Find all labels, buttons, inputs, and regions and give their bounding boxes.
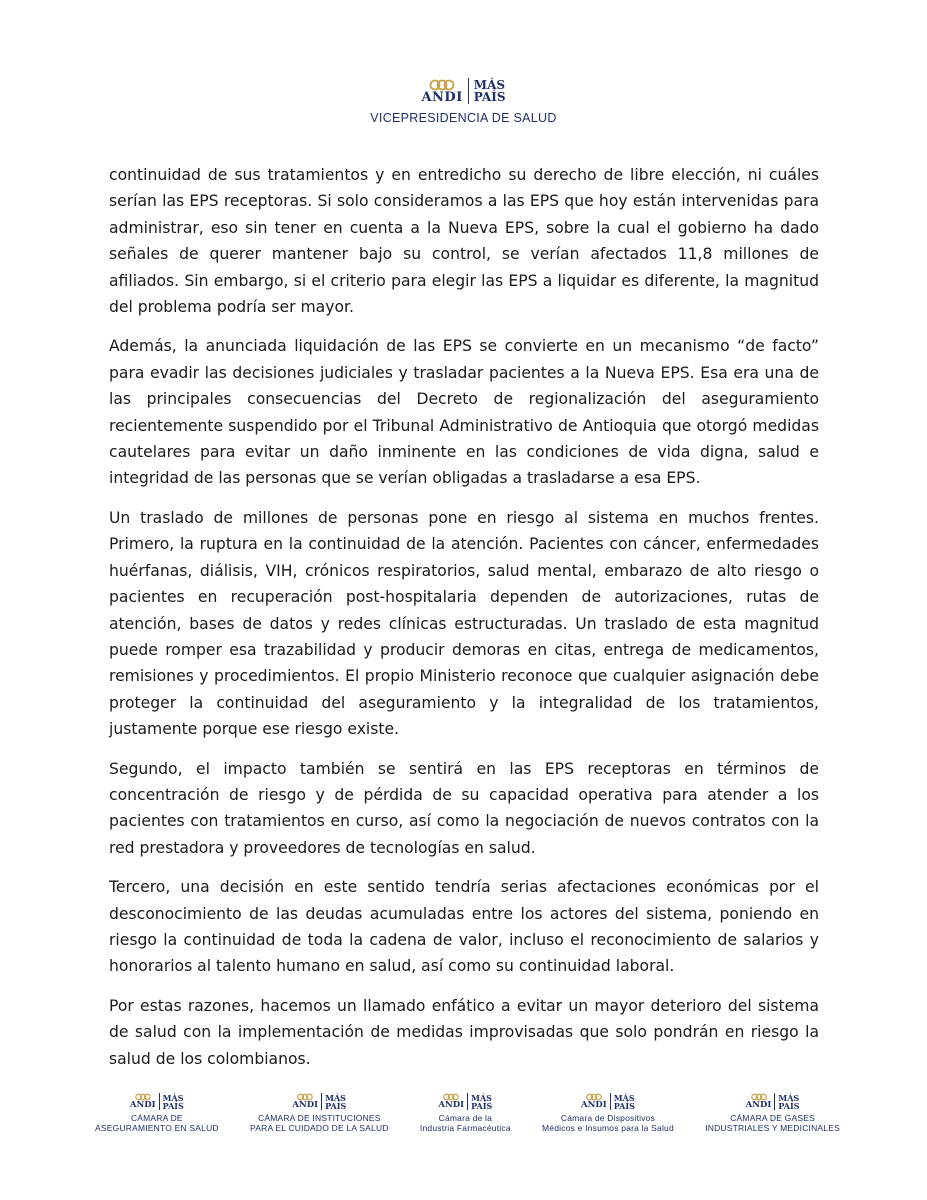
footer-label-line1: CÁMARA DE GASES xyxy=(730,1113,815,1123)
footer-andi-mas-pais-logo xyxy=(438,1093,492,1110)
pais-logo-text: PAÍS xyxy=(325,1100,347,1111)
mas-pais-logo xyxy=(474,79,506,103)
footer-logo-aseguramiento xyxy=(95,1093,219,1133)
mas-logo-text: MÁS xyxy=(778,1092,800,1103)
footer-logo-label xyxy=(420,1113,511,1133)
footer-label-line2: ASEGURAMIENTO EN SALUD xyxy=(95,1123,219,1133)
logo-divider xyxy=(468,78,469,104)
footer-logo-instituciones xyxy=(250,1093,389,1133)
pais-logo-text: PAÍS xyxy=(778,1100,800,1111)
page-header xyxy=(0,78,927,125)
logo-divider xyxy=(610,1093,611,1110)
paragraph: continuidad de sus tratamientos y en entredicho su derecho de libre elección, ni cuáles serían las EPS receptoras. Si solo consideramos a las EPS que hoy están intervenidas para administrar, eso sin tener en cuenta a la Nueva EPS, sobre la cual el gobierno ha dado señales de querer mantener bajo su control, se verían afectados 11,8 millones de afiliados. Sin embargo, si el criterio para elegir las EPS a liquidar es diferente, la magnitud del problema podría ser mayor. xyxy=(109,166,819,317)
footer-andi-mas-pais-logo xyxy=(581,1093,635,1110)
footer-label-line1: CÁMARA DE xyxy=(130,1113,183,1123)
footer-label-line1: Cámara de Dispositivos xyxy=(560,1113,656,1123)
footer-label-line1: CÁMARA DE INSTITUCIONES xyxy=(257,1113,381,1123)
mas-logo-text: MÁS xyxy=(471,1092,492,1103)
pais-logo-text: PAÍS xyxy=(473,90,506,104)
footer-label-line1: Cámara de la xyxy=(438,1113,493,1123)
andi-logo-text: ANDI xyxy=(745,1100,772,1110)
footer-logo-label xyxy=(705,1113,840,1133)
footer-andi-mas-pais-logo xyxy=(292,1093,346,1110)
document-body xyxy=(109,162,819,1085)
mas-logo-text: MÁS xyxy=(325,1092,346,1103)
footer-andi-mas-pais-logo xyxy=(130,1093,184,1110)
pais-logo-text: PAÍS xyxy=(471,1100,493,1111)
andi-logo-text: ANDI xyxy=(581,1100,607,1110)
footer-label-line2: Médicos e Insumos para la Salud xyxy=(542,1123,674,1133)
pais-logo-text: PAÍS xyxy=(162,1100,184,1111)
footer-logo-gases xyxy=(705,1093,840,1133)
footer-logos xyxy=(95,1093,840,1133)
footer-logo-label xyxy=(542,1113,674,1133)
footer-logo-dispositivos xyxy=(542,1093,674,1133)
header-subtitle: VICEPRESIDENCIA DE SALUD xyxy=(370,111,557,125)
mas-logo-text: MÁS xyxy=(162,1092,184,1103)
logo-divider xyxy=(774,1093,775,1110)
pais-logo-text: PAÍS xyxy=(613,1100,635,1111)
footer-logo-label xyxy=(95,1113,219,1133)
footer-logo-label xyxy=(250,1113,389,1133)
mas-logo-text: MÁS xyxy=(613,1092,635,1103)
andi-rings-icon xyxy=(426,79,458,91)
logo-divider xyxy=(159,1093,160,1110)
andi-logo-text: ANDI xyxy=(129,1100,156,1110)
footer-label-line2: PARA EL CUIDADO DE LA SALUD xyxy=(250,1123,389,1133)
andi-logo-text: ANDI xyxy=(438,1100,465,1110)
logo-divider xyxy=(467,1093,468,1110)
footer-label-line2: INDUSTRIALES Y MEDICINALES xyxy=(705,1123,840,1133)
andi-logo xyxy=(421,79,462,104)
paragraph: Por estas razones, hacemos un llamado enfático a evitar un mayor deterioro del sistema de salud con la implementación de medidas improvisadas que solo pondrán en riesgo la salud de los colombianos. xyxy=(109,996,819,1068)
paragraph: Además, la anunciada liquidación de las EPS se convierte en un mecanismo “de facto” para evadir las decisiones judiciales y trasladar pacientes a la Nueva EPS. Esa era una de las principales consecuencias del Decreto de regionalización del aseguramiento recientemente suspendido por el Tribunal Administrativo de Antioquia que otorgó medidas cautelares para evitar un daño inminente en las condiciones de vida digna, salud e integridad de las personas que se verían obligadas a trasladarse a esa EPS. xyxy=(109,337,819,488)
paragraph: Segundo, el impacto también se sentirá en las EPS receptoras en términos de concentración de riesgo y de pérdida de su capacidad operativa para atender a los pacientes con tratamientos en curso, así como la negociación de nuevos contratos con la red prestadora y proveedores de tecnologías en salud. xyxy=(109,759,819,857)
andi-mas-pais-logo xyxy=(421,78,505,104)
footer-andi-mas-pais-logo xyxy=(746,1093,800,1110)
andi-logo-text: ANDI xyxy=(292,1100,319,1110)
paragraph: Un traslado de millones de personas pone en riesgo al sistema en muchos frentes. Primero, la ruptura en la continuidad de la atención. Pacientes con cáncer, enfermedades huérfanas, diálisis, VIH, crónicos respiratorios, salud mental, embarazo de alto riesgo o pacientes en recuperación post-hospitalaria dependen de autorizaciones, rutas de atención, bases de datos y redes clínicas estructuradas. Un traslado de esta magnitud puede romper esa trazabilidad y producir demoras en citas, entrega de medicamentos, remisiones y procedimientos. El propio Ministerio reconoce que cualquier asignación debe proteger la continuidad del aseguramiento y la integralidad de los tratamientos, justamente porque ese riesgo existe. xyxy=(109,508,819,739)
mas-logo-text: MÁS xyxy=(473,78,506,92)
andi-logo-text: ANDI xyxy=(421,89,463,105)
footer-logo-farmaceutica xyxy=(420,1093,511,1133)
footer-label-line2: Industria Farmacéutica xyxy=(419,1123,511,1133)
logo-divider xyxy=(321,1093,322,1110)
paragraph: Tercero, una decisión en este sentido tendría serias afectaciones económicas por el desconocimiento de las deudas acumuladas entre los actores del sistema, poniendo en riesgo la continuidad de toda la cadena de valor, incluso el reconocimiento de salarios y honorarios al talento humano en salud, así como su continuidad laboral. xyxy=(109,878,819,976)
